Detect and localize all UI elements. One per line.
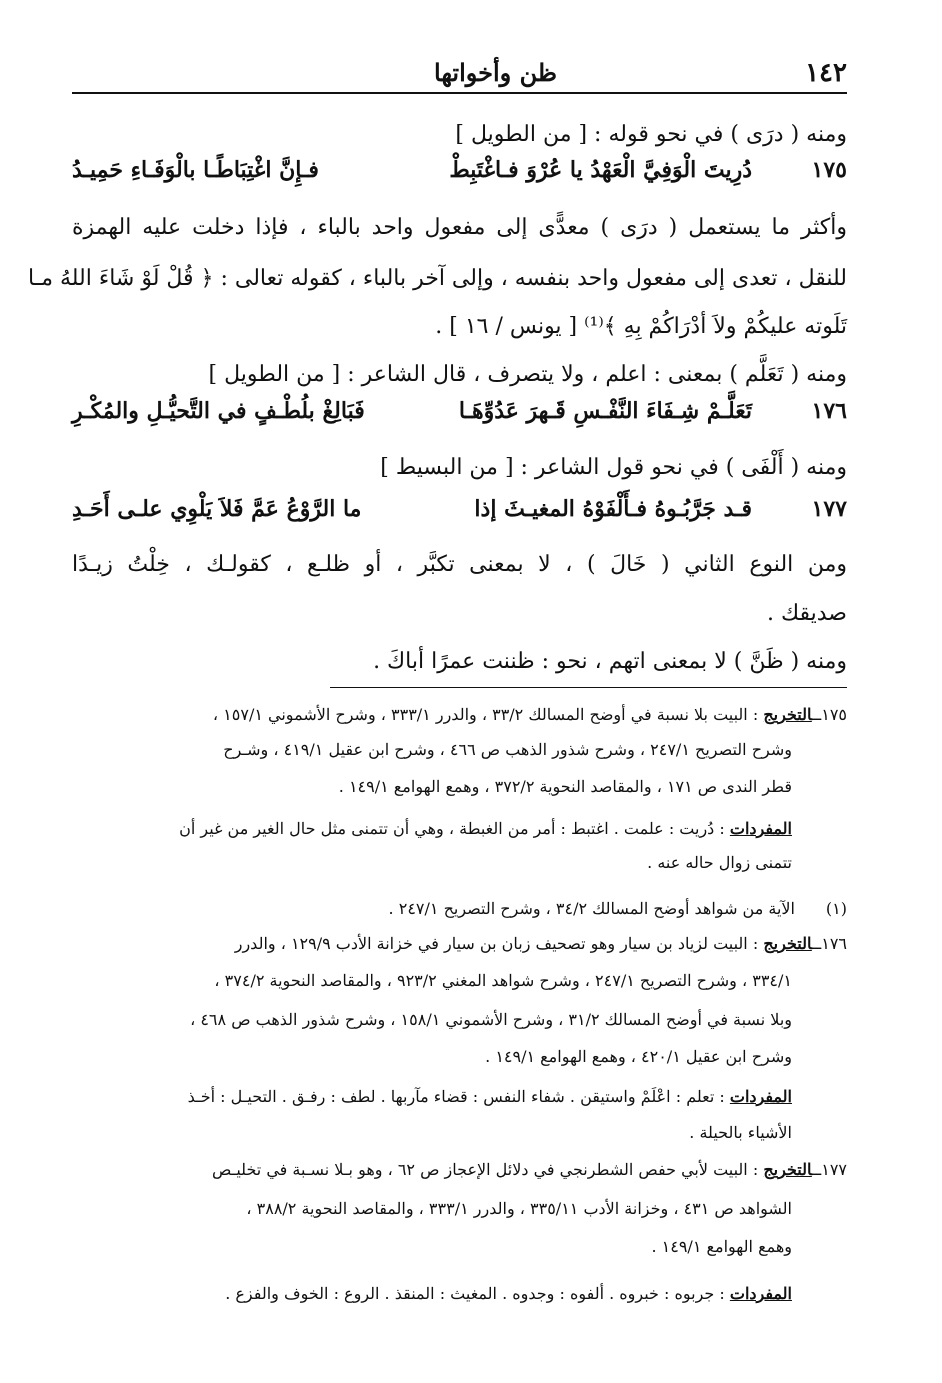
body-line: تَلَوته عليكُمْ ولاَ أدْرَاكُمْ بِهِ ﴾⁽¹⁾ [ يونس / ١٦ ] . xyxy=(435,314,847,339)
footnote-label: المفردات xyxy=(729,1284,792,1303)
footnote-text: : البيت بلا نسبة في أوضح المسالك ٣٣/٢ ، والدرر ٣٣٣/١ ، وشرح الأشموني ١٥٧/١ ، xyxy=(212,705,759,724)
footnote-177-line xyxy=(72,1155,847,1185)
footnote-text: : جربوه : خبروه . ألفوه : وجدوه . المغيث : المنقذ . الروع : الخوف والفزع . xyxy=(225,1284,725,1303)
body-line: ومنه ( ظَنَّ ) لا بمعنى اتهم ، نحو : ظننت عمرًا أباكَ . xyxy=(373,649,847,674)
footnote-text: الأشياء بالحيلة . xyxy=(689,1123,792,1142)
footnote-mark: ١٧٧ــ xyxy=(811,1160,847,1179)
verse-first-hemistich: تَعَلَّـمْ شِـفَاءَ النَّفْـسِ قَـهرَ عَدُوِّهَـا xyxy=(458,398,752,424)
body-line: ومنه ( تَعَلَّم ) بمعنى : اعلم ، ولا يتصرف ، قال الشاعر : [ من الطويل ] xyxy=(208,362,847,387)
footnote-text: : دُريت : علمت . اغتبط : أمر من الغبطة ، وهي أن تتمنى مثل حال الغير من غير أن xyxy=(179,819,725,838)
footnote-mark: ١٧٦ــ xyxy=(811,934,847,953)
body-line: صديقك . xyxy=(766,601,847,626)
footnote-label: المفردات xyxy=(729,1087,792,1106)
running-title: ظن وأخواتها xyxy=(434,58,557,87)
footnote-176-line xyxy=(72,929,847,959)
verse-second-hemistich: ما الرَّوْعُ عَمَّ فَلاَ يَلْوِي علـى أَحَـدِ xyxy=(72,496,362,522)
verse-first-hemistich: قـد جَرَّبُـوهُ فـأَلْفَوْهُ المغيـثَ إذا xyxy=(474,496,752,522)
verse-175 xyxy=(72,157,847,197)
footnote-text: وبلا نسبة في أوضح المسالك ٣١/٢ ، وشرح الأشموني ١٥٨/١ ، وشرح شذور الذهب ص ٤٦٨ ، xyxy=(190,1010,792,1029)
page-header xyxy=(72,58,847,94)
footnote-vocab-line xyxy=(72,814,792,844)
footnote-1-line xyxy=(72,894,847,924)
footnote-label: المفردات xyxy=(729,819,792,838)
verse-number: ١٧٦ xyxy=(811,398,847,424)
footnote-175-line xyxy=(72,700,847,730)
body-line: ومن النوع الثاني ( خَالَ ) ، لا بمعنى تكبَّر ، أو ظلـع ، كقولـك ، خِلْتُ زيـدًا xyxy=(72,552,847,577)
verse-second-hemistich: فَبَالِغْ بلُطْـفٍ في التَّحيُّـلِ والمُكْـرِ xyxy=(72,398,365,424)
verse-first-hemistich: دُرِيتَ الْوَفِيَّ الْعَهْدُ يا عُرْوَ فـاغْتَبِطْ xyxy=(449,157,752,183)
verse-177 xyxy=(72,496,847,536)
body-line: ومنه ( أَلْفَى ) في نحو قول الشاعر : [ من البسيط ] xyxy=(380,455,847,480)
footnote-text: الشواهد ص ٤٣١ ، وخزانة الأدب ٣٣٥/١١ ، والدرر ٣٣٣/١ ، والمقاصد النحوية ٣٨٨/٢ ، xyxy=(246,1199,792,1218)
footnote-mark: (١) xyxy=(825,899,847,918)
footnote-text: الآية من شواهد أوضح المسالك ٣٤/٢ ، وشرح التصريح ٢٤٧/١ . xyxy=(388,899,795,918)
footnote-vocab-line xyxy=(72,1082,792,1112)
verse-number: ١٧٥ xyxy=(811,157,847,183)
body-line: وأكثر ما يستعمل ( درَى ) معدًّى إلى مفعول واحد بالباء ، فإذا دخلت عليه الهمزة xyxy=(72,215,847,240)
footnote-text: : البيت لزياد بن سيار وهو تصحيف زبان بن سيار في خزانة الأدب ١٢٩/٩ ، والدرر xyxy=(234,934,759,953)
footnote-text: : البيت لأبي حفص الشطرنجي في دلائل الإعجاز ص ٦٢ ، وهو بـلا نسـبة في تخليـص xyxy=(212,1160,759,1179)
verse-number: ١٧٧ xyxy=(811,496,847,522)
page-number: ١٤٢ xyxy=(805,58,847,88)
verse-176 xyxy=(72,398,847,438)
footnote-text: وهمع الهوامع ١٤٩/١ . xyxy=(651,1237,792,1256)
footnote-mark: ١٧٥ــ xyxy=(811,705,847,724)
footnote-text: وشرح التصريح ٢٤٧/١ ، وشرح شذور الذهب ص ٤٦٦ ، وشرح ابن عقيل ٤١٩/١ ، وشـرح xyxy=(223,740,792,759)
footnote-separator xyxy=(330,687,847,688)
body-line: ومنه ( درَى ) في نحو قوله : [ من الطويل ] xyxy=(455,122,847,147)
body-line: للنقل ، تعدى إلى مفعول واحد بنفسه ، وإلى آخر بالباء ، كقوله تعالى : ﴿ قُلْ لَوْ شَاءَ اللهُ مـا xyxy=(28,266,847,291)
footnote-label: التخريج xyxy=(763,934,812,953)
verse-second-hemistich: فـإِنَّ اغْتِبَاطًـا بالْوَفَـاءِ حَمِيـدُ xyxy=(72,157,319,183)
footnote-vocab-line xyxy=(72,1279,792,1309)
footnote-label: التخريج xyxy=(763,1160,812,1179)
footnote-text: وشرح ابن عقيل ٤٢٠/١ ، وهمع الهوامع ١٤٩/١ . xyxy=(485,1047,792,1066)
footnote-text: ٣٣٤/١ ، وشرح التصريح ٢٤٧/١ ، وشرح شواهد المغني ٩٢٣/٢ ، والمقاصد النحوية ٣٧٤/٢ ، xyxy=(214,971,792,990)
footnote-text: تتمنى زوال حاله عنه . xyxy=(647,853,792,872)
footnote-label: التخريج xyxy=(763,705,812,724)
footnote-text: : تعلم : اعْلَمْ واستيقن . شفاء النفس : قضاء مآربها . لطف : رفـق . التحيـل : أخـذ xyxy=(187,1087,725,1106)
footnote-text: قطر الندى ص ١٧١ ، والمقاصد النحوية ٣٧٢/٢ ، وهمع الهوامع ١٤٩/١ . xyxy=(338,777,792,796)
